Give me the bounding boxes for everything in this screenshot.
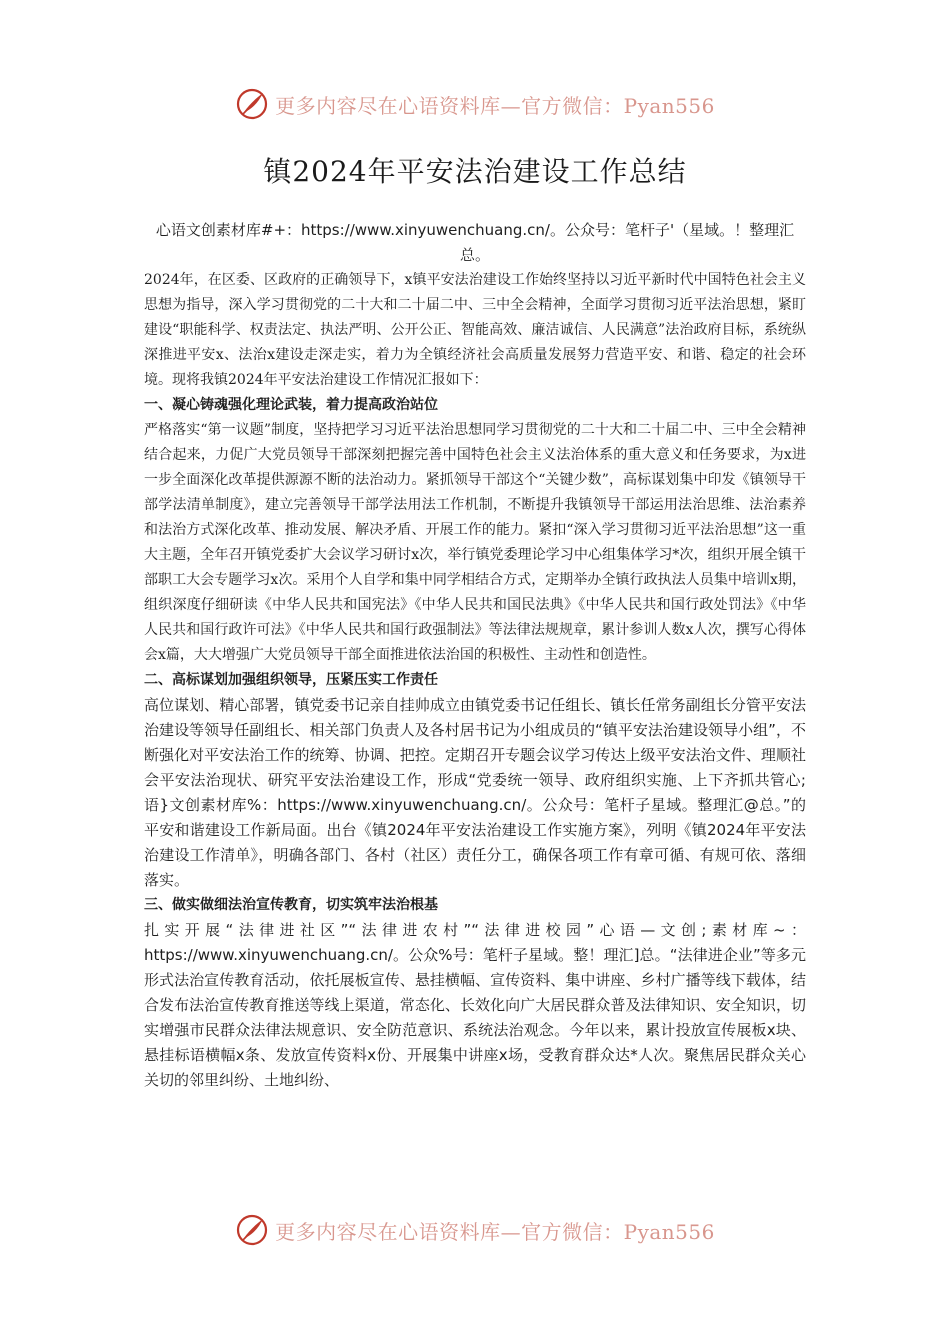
section-body-2: 高位谋划、精心部署，镇党委书记亲自挂帅成立由镇党委书记任组长、镇长任常务副组长分管平安法治建设等领导任副组长、相关部门负责人及各村居书记为小组成员的“镇平安法治建设领导小组”，不断强化对平安法治工作的统筹、协调、把控。定期召开专题会议学习传达上级平安法治文件、理顺社会平安法治现状、研究平安法治建设工作，形成“党委统一领导、政府组织实施、上下齐抓共管心;语}文创素材库%：https://www.xinyuwenchuang.cn/。公众号：笔杆子星域。整理汇@总。”的平安和谐建设工作新局面。出台《镇2024年平安法治建设工作实施方案》，列明《镇2024年平安法治建设工作清单》，明确各部门、各村（社区）责任分工，确保各项工作有章可循、有规可依、落细落实。 [144, 696, 806, 889]
footer-watermark-banner [0, 1208, 950, 1252]
header-watermark-banner [0, 82, 950, 126]
banner-text: 更多内容尽在心语资料库—官方微信：Pyan556 [275, 93, 715, 118]
banner-text: 更多内容尽在心语资料库—官方微信：Pyan556 [275, 1219, 715, 1244]
source-note: 心语文创素材库#+：https://www.xinyuwenchuang.cn/。公众号：笔杆子'（星域。！整理汇总。 [155, 221, 795, 264]
section-heading-1: 一、凝心铸魂强化理论武装，着力提高政治站位 [144, 397, 438, 413]
intro-paragraph: 2024年，在区委、区政府的正确领导下，x镇平安法治建设工作始终坚持以习近平新时代中国特色社会主义思想为指导，深入学习贯彻党的二十大和二十届二中、三中全会精神，全面学习贯彻习近平法治思想，紧盯建设“职能科学、权责法定、执法严明、公开公正、智能高效、廉洁诚信、人民满意”法治政府目标，系统纵深推进平安x、法治x建设走深走实，着力为全镇经济社会高质量发展努力营造平安、和谐、稳定的社会环境。现将我镇2024年平安法治建设工作情况汇报如下： [144, 272, 806, 388]
section-body-3: 扎实开展“法律进社区”“法律进农村”“法律进校园”心语—文创;素材库~：https://www.xinyuwenchuang.cn/。公众%号：笔杆子星域。整！理汇]总。“法律进企业”等多元形式法治宣传教育活动，依托展板宣传、悬挂横幅、宣传资料、集中讲座、乡村广播等线下载体，结合发布法治宣传教育推送等线上渠道，常态化、长效化向广大居民群众普及法律知识、安全知识，切实增强市民群众法律法规意识、安全防范意识、系统法治观念。今年以来，累计投放宣传展板x块、悬挂标语横幅x条、发放宣传资料x份、开展集中讲座x场，受教育群众达*人次。聚焦居民群众关心关切的邻里纠纷、土地纠纷、 [144, 921, 806, 1089]
page-title: 镇2024年平安法治建设工作总结 [263, 155, 687, 188]
section-heading-3: 三、做实做细法治宣传教育，切实筑牢法治根基 [144, 897, 438, 913]
document-body [144, 218, 806, 1093]
section-heading-2: 二、高标谋划加强组织领导，压紧压实工作责任 [144, 672, 438, 688]
section-body-1: 严格落实“第一议题”制度，坚持把学习习近平法治思想同学习贯彻党的二十大和二十届二中、三中全会精神结合起来，力促广大党员领导干部深刻把握完善中国特色社会主义法治体系的重大意义和任务要求，为x进一步全面深化改革提供源源不断的法治动力。紧抓领导干部这个“关键少数”，高标谋划集中印发《镇领导干部学法清单制度》，建立完善领导干部学法用法工作机制，不断提升我镇领导干部运用法治思维、法治素养和法治方式深化改革、推动发展、解决矛盾、开展工作的能力。紧扣“深入学习贯彻习近平法治思想”这一重大主题，全年召开镇党委扩大会议学习研讨x次，举行镇党委理论学习中心组集体学习*次，组织开展全镇干部职工大会专题学习x次。采用个人自学和集中同学相结合方式，定期举办全镇行政执法人员集中培训x期，组织深度仔细研读《中华人民共和国宪法》《中华人民共和国民法典》《中华人民共和国行政处罚法》《中华人民共和国行政许可法》《中华人民共和国行政强制法》等法律法规规章，累计参训人数x人次，撰写心得体会x篇，大大增强广大党员领导干部全面推进依法治国的积极性、主动性和创造性。 [144, 422, 806, 663]
feather-pen-logo-icon [235, 1213, 269, 1247]
feather-pen-logo-icon [235, 87, 269, 121]
